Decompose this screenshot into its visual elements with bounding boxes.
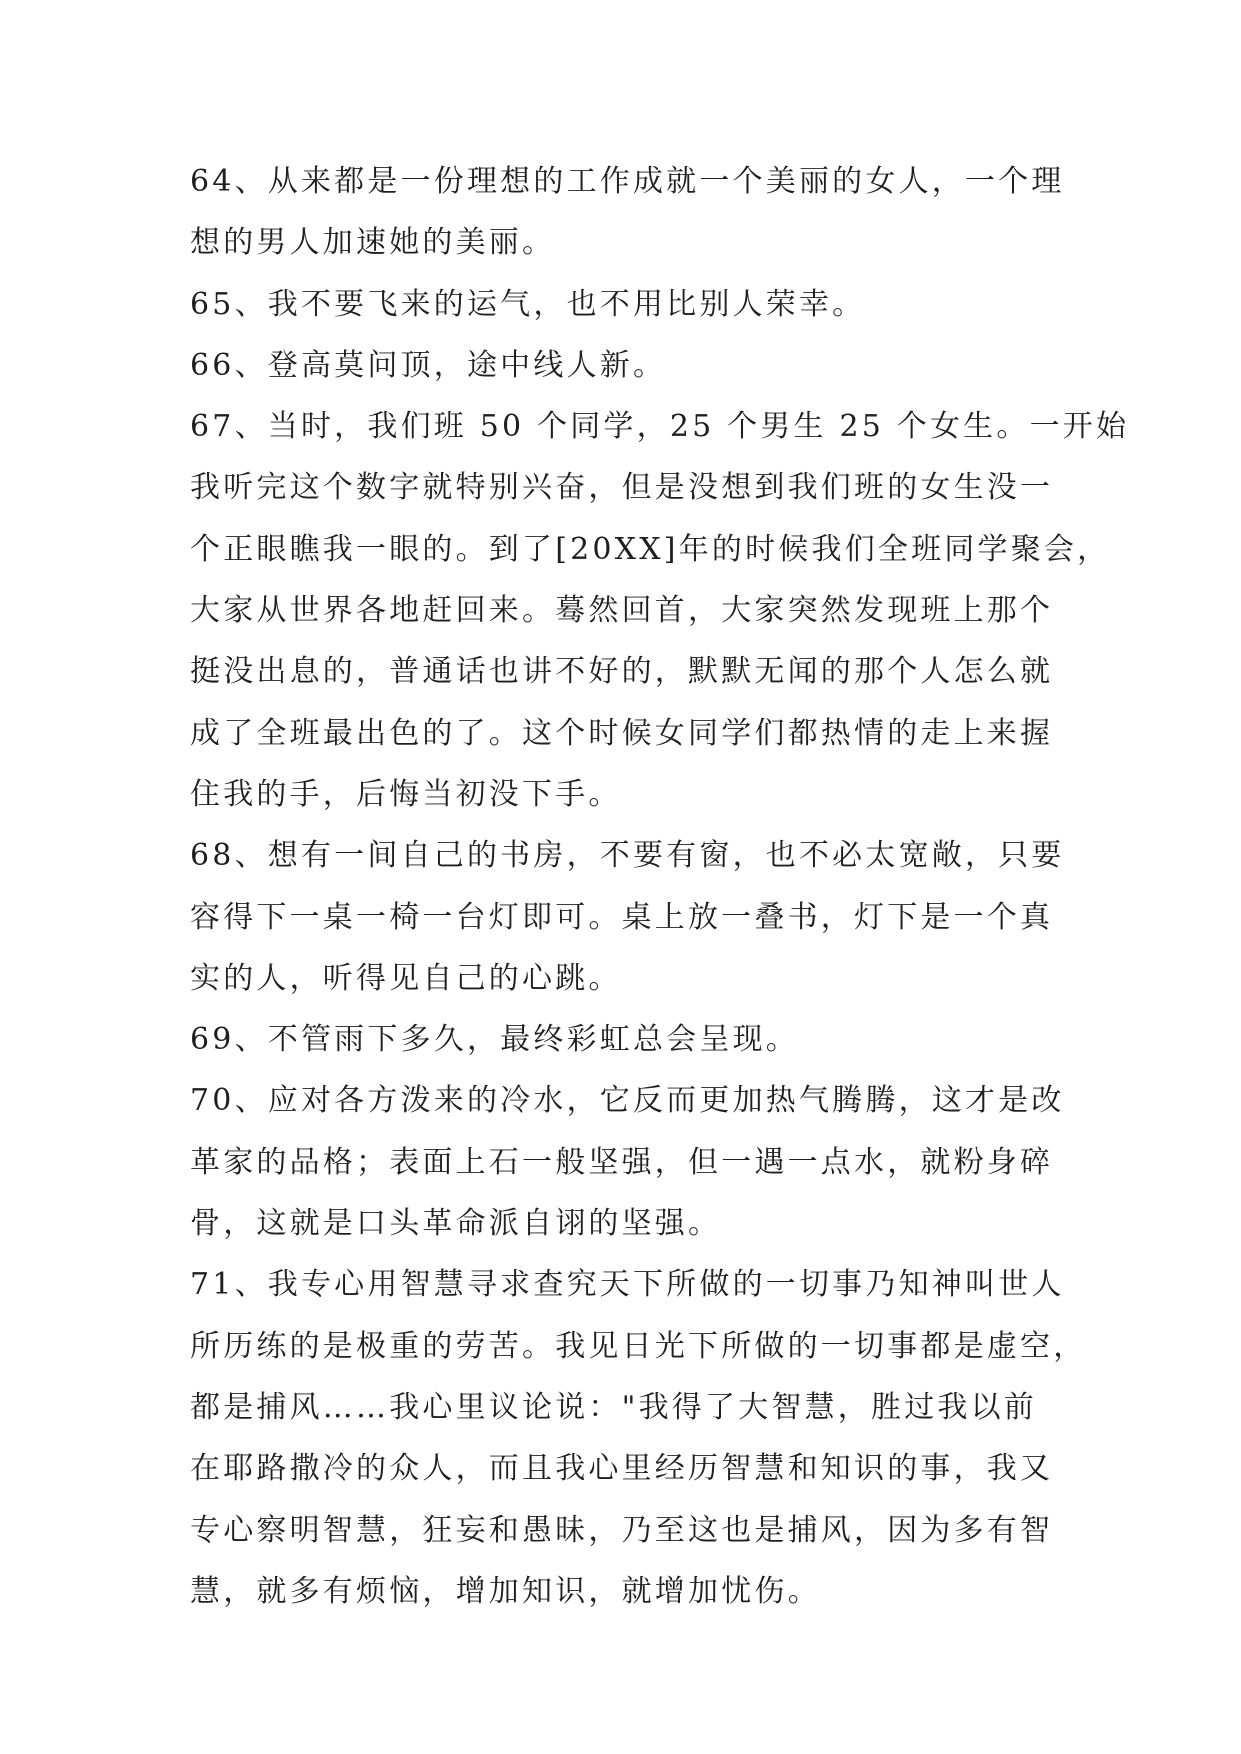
text-line: 实的人，听得见自己的心跳。 [190,960,622,996]
list-item-66 [190,346,1060,407]
text-line: 个正眼瞧我一眼的。到了[20XX]年的时候我们全班同学聚会， [190,531,1111,567]
list-item-70 [190,1081,1065,1265]
text-line: 成了全班最出色的了。这个时候女同学们都热情的走上来握 [190,715,1054,751]
list-item-67 [190,407,1130,836]
text-line: 71、我专心用智慧寻求查究天下所做的一切事乃知神叫世人 [190,1267,1065,1303]
list-item-65 [190,285,1060,346]
document-body [190,162,1130,1633]
text-line: 65、我不要飞来的运气，也不用比别人荣幸。 [190,286,866,322]
text-line: 66、登高莫问顶，途中线人新。 [190,347,667,383]
list-item-64 [190,162,1065,285]
text-line: 容得下一桌一椅一台灯即可。桌上放一叠书，灯下是一个真 [190,899,1054,935]
text-line: 67、当时，我们班 50 个同学，25 个男生 25 个女生。一开始 [190,409,1130,445]
text-line: 69、不管雨下多久，最终彩虹总会呈现。 [190,1022,799,1058]
text-line: 住我的手，后悔当初没下手。 [190,776,622,812]
text-line: 慧，就多有烦恼，增加知识，就增加忧伤。 [190,1573,821,1609]
text-line: 革家的品格；表面上石一般坚强，但一遇一点水，就粉身碎 [190,1144,1054,1180]
text-line: 68、想有一间自己的书房，不要有窗，也不必太宽敞，只要 [190,838,1065,874]
text-line: 64、从来都是一份理想的工作成就一个美丽的女人，一个理 [190,164,1065,199]
text-line: 专心察明智慧，狂妄和愚昧，乃至这也是捕风，因为多有智 [190,1512,1054,1548]
list-item-69 [190,1020,1060,1081]
list-item-71 [190,1265,1087,1633]
text-line: 所历练的是极重的劳苦。我见日光下所做的一切事都是虚空， [190,1328,1087,1364]
text-line: 想的男人加速她的美丽。 [190,225,556,261]
text-line: 骨，这就是口头革命派自诩的坚强。 [190,1206,722,1242]
text-line: 70、应对各方泼来的冷水，它反而更加热气腾腾，这才是改 [190,1083,1065,1119]
text-line: 挺没出息的，普通话也讲不好的，默默无闻的那个人怎么就 [190,654,1054,690]
list-item-68 [190,836,1065,1020]
text-line: 大家从世界各地赶回来。蓦然回首，大家突然发现班上那个 [190,593,1054,629]
text-line: 在耶路撒冷的众人，而且我心里经历智慧和知识的事，我又 [190,1451,1054,1487]
text-line: 都是捕风……我心里议论说："我得了大智慧，胜过我以前 [190,1389,1037,1425]
text-line: 我听完这个数字就特别兴奋，但是没想到我们班的女生没一 [190,470,1054,506]
